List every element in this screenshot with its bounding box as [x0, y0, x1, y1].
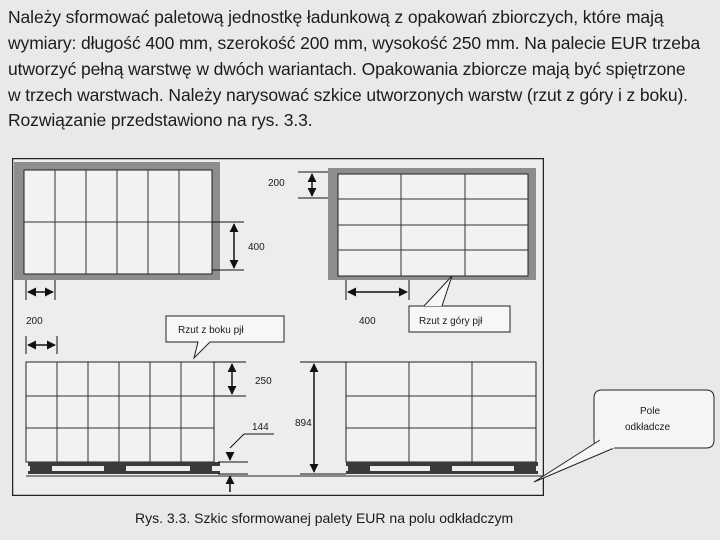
problem-line-4: w trzech warstwach. Należy narysować szkice utworzonych warstw (rzut z góry i z boku). [8, 85, 688, 105]
dimension-label: 200 [26, 316, 43, 327]
callout-label: Rzut z boku pjł [178, 325, 244, 336]
dimension-label: 400 [359, 316, 376, 327]
top-view-variant-2 [328, 168, 536, 280]
dimension-label: 400 [248, 242, 265, 253]
callout-label: Pole [640, 406, 661, 417]
problem-line-2: wymiary: długość 400 mm, szerokość 200 mm, wysokość 250 mm. Na palecie EUR trzeba [8, 33, 701, 53]
solution-reference: Rozwiązanie przedstawiono na rys. 3.3. [8, 110, 313, 130]
pallet-deck [28, 462, 220, 466]
callout-staging-area [510, 384, 720, 494]
dimension-label: 144 [252, 422, 269, 433]
problem-line-3: utworzyć pełną warstwę w dwóch wariantach. Opakowania zbiorcze mają być spiętrzone [8, 59, 686, 79]
side-view-variant-1 [26, 362, 220, 474]
callout-label: Rzut z góry pjł [419, 316, 483, 327]
load-stack [26, 362, 214, 462]
pallet-sketch-figure [12, 158, 544, 496]
callout-label: odkładcze [625, 422, 671, 433]
dimension-label: 894 [295, 418, 312, 429]
problem-text [8, 4, 720, 133]
figure-caption: Rys. 3.3. Szkic sformowanej palety EUR na polu odkładczym [135, 510, 514, 526]
problem-line-1: Należy sformować paletową jednostkę ładunkową z opakowań zbiorczych, które mają [8, 7, 664, 27]
load-stack [346, 362, 536, 462]
dimension-label: 200 [268, 178, 285, 189]
top-view-variant-1 [14, 162, 220, 280]
dimension-label: 250 [255, 376, 272, 387]
